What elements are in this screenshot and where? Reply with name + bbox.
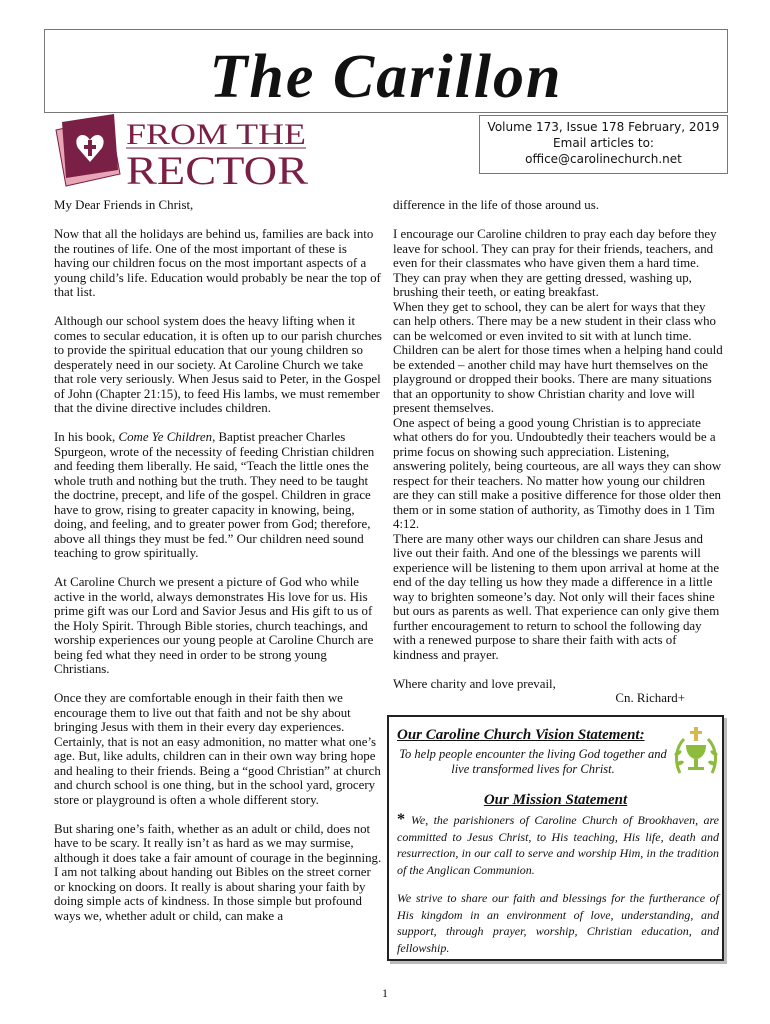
letter-paragraph: When they get to school, they can be alert for ways that they can help others. There may be a new student in their class who can be welcomed or even invited to sit with at lunch time. Children can be alert for those times when a helping hand could be extended – another child may have hurt themselves on the playground or dropped their books. There are many situations that an opportunity to show Christian charity and love will present themselves.	[393, 299, 723, 415]
mission-text	[397, 812, 719, 968]
letter-closing: Where charity and love prevail,	[393, 676, 556, 691]
letter-paragraph: At Caroline Church we present a picture of God who while active in the world, always demonstrates His love for us. His prime gift was our Lord and Savior Jesus and His gift to us of the Holy Spirit. Through Bible stories, church teachings, and worship experiences our young people at Caroline Church are being fed what they need in order to be strong young Christians.	[54, 575, 374, 676]
letter-paragraph: One aspect of being a good young Christian is to appreciate what others do for you. Undoubtedly their teachers would be a prime focus on showing such appreciation. Listening, answering politely, being courteous, are all ways they can show respect for their teachers. No matter how young our children are they can still make a positive difference for those older then them or in some station of authority, as Timothy does in 1 Tim 4:12.	[393, 415, 722, 531]
from-the-rector-logo	[54, 114, 310, 188]
letter-signature: Cn. Richard+	[615, 691, 685, 705]
page-number: 1	[382, 986, 388, 1000]
bullet-star: *	[397, 811, 405, 828]
vision-heading: Our Caroline Church Vision Statement:	[397, 727, 645, 743]
logo-line-1: FROM THE	[126, 118, 306, 151]
letter-paragraph: Although our school system does the heavy lifting when it comes to secular education, it is often up to our parish churches to provide the spiritual education that our young children so desperately need in our society. At Caroline Church we take that role very seriously. When Jesus said to Peter, in the Gospel of John (Chapter 21:15), to feed His lambs, we must remember that the divine directive includes children.	[54, 314, 382, 415]
mission-heading: Our Mission Statement	[483, 792, 628, 808]
letter-paragraph: I encourage our Caroline children to pray each day before they leave for school. They can pray for their friends, teachers, and even for their classmates who have given them a hard time. They can pray when they are getting dressed, washing up, brushing their teeth, or eating breakfast.	[393, 227, 717, 299]
newsletter-title: The Carillon	[209, 43, 563, 111]
volume-line: Volume 173, Issue 178 February, 2019	[487, 120, 720, 134]
letter-column-left	[54, 198, 384, 938]
book-title: Come Ye Children	[118, 430, 213, 444]
email-address: office@carolinechurch.net	[525, 152, 682, 166]
letter-paragraph: There are many other ways our children can share Jesus and live out their faith. And one of the blessings we parents will experience will be listening to them upon arrival at home at the end of the day telling us how they made a difference in a little way to brighten someone’s day. Not only will their faces shine but ours as parents as well. That experience can only give them further encouragement to return to school the following day with a renewed purpose to share their faith with acts of kindness and prayer.	[393, 531, 720, 662]
letter-column-right	[393, 198, 723, 720]
email-label: Email articles to:	[553, 136, 654, 150]
heart-cross-icon	[56, 114, 120, 186]
letter-paragraph: Now that all the holidays are behind us, families are back into the routines of life. One of the most important of these is having our children focus on the most important aspects of a young child’s life. Education would probably be near the top of that list.	[54, 227, 381, 299]
letter-paragraph: difference in the life of those around us.	[393, 198, 599, 212]
vision-statement-box	[387, 715, 724, 961]
mission-paragraph: We strive to share our faith and blessings for the furtherance of His kingdom in an environment of love, understanding, and support, through prayer, worship, Christian education, and fellowship.	[397, 891, 719, 955]
masthead	[44, 29, 728, 113]
mission-paragraph: * We, the parishioners of Caroline Church of Brookhaven, are committed to Jesus Christ, to His teaching, His life, death and resurrection, in our call to serve and worship Him, in the tradition of the Anglican Communion.	[397, 811, 719, 877]
letter-paragraph: In his book, Come Ye Children, Baptist preacher Charles Spurgeon, wrote of the necessity of feeding Christian children and feeding them liberally. He said, “Teach the little ones the whole truth and nothing but the truth. They need to be taught the doctrine, precept, and life of the gospel. Children in grace have to grow, rising to greater capacity in knowing, being, doing, and feeling, and to greater power from God; therefore, above all things they must be fed.” Our children need sound teaching to grow spiritually.	[54, 430, 375, 560]
letter-paragraph: But sharing one’s faith, whether as an adult or child, does not have to be scary. It really isn’t as hard as we may surmise, although it does take a fair amount of courage in the beginning. I am not talking about handing out Bibles on the street corner or knocking on doors. It really is about sharing your faith by doing simple acts of kindness. In those simple but profound ways we, whether adult or child, can make a	[54, 821, 382, 923]
chalice-wreath-icon	[672, 723, 720, 783]
letter-greeting: My Dear Friends in Christ,	[54, 198, 194, 212]
vision-text: To help people encounter the living God together and live transformed lives for Christ.	[399, 747, 667, 776]
letter-paragraph: Once they are comfortable enough in their faith then we encourage them to live out that faith and not be shy about bringing Jesus with them in their every day experiences. Certainly, that is not an easy admonition, no matter what one’s age. But, like adults, children can in their own way bring hope and healing to their friends. Being a “good Christian” at church and church school is one thing, but in the school yard, grocery store or playground is often a whole different story.	[54, 691, 381, 807]
logo-line-2: RECTOR	[126, 148, 309, 188]
issue-info-box	[479, 115, 728, 174]
